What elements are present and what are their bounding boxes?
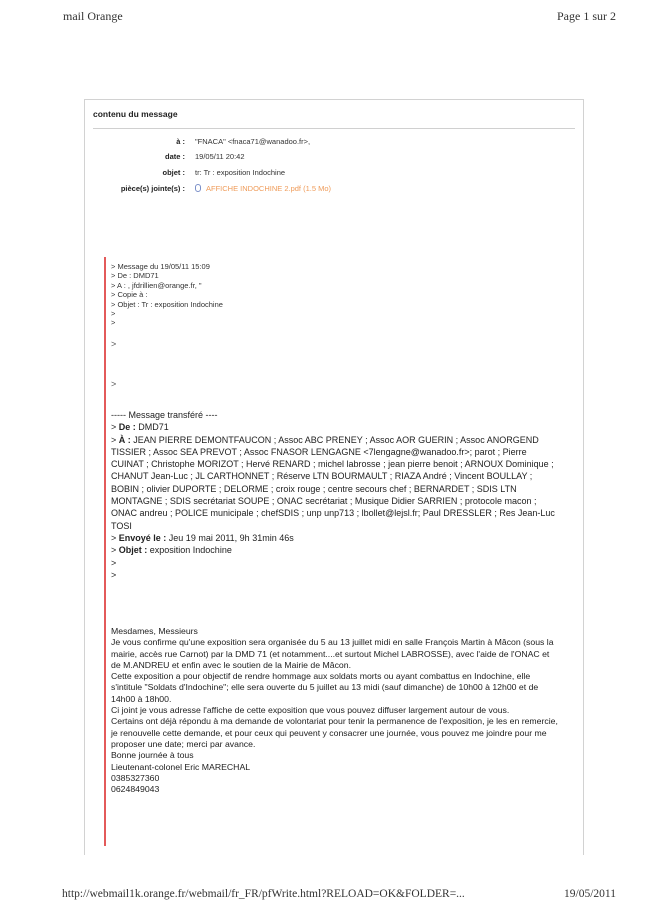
- forwarded-sent: > Envoyé le : Jeu 19 mai 2011, 9h 31min 46s: [111, 532, 294, 543]
- quoted-header-line: > Copie à :: [111, 290, 148, 300]
- to-value: "FNACA" <fnaca71@wanadoo.fr>,: [195, 137, 311, 146]
- forwarded-from: > De : DMD71: [111, 422, 169, 433]
- message-panel: [84, 99, 584, 855]
- quoted-header-line: > A : , jfdrillien@orange.fr, ": [111, 280, 202, 290]
- section-title: contenu du message: [93, 109, 178, 119]
- quoted-header-line: > Message du 19/05/11 15:09: [111, 262, 210, 271]
- body-paragraph: Ci joint je vous adresse l'affiche de cette exposition que vous pouvez diffuser largement autour de vous.: [111, 705, 510, 716]
- to-label: À :: [118, 434, 131, 445]
- forwarded-subject: > Objet : exposition Indochine: [111, 545, 232, 556]
- closing: Bonne journée à tous: [111, 750, 194, 761]
- print-footer-url: http://webmail1k.orange.fr/webmail/fr_FR/pfWrite.html?RELOAD=OK&FOLDER=...: [62, 888, 465, 900]
- subject-value: tr: Tr : exposition Indochine: [195, 168, 286, 177]
- quoted-header-line: > Objet : Tr : exposition Indochine: [111, 299, 223, 309]
- print-footer-date: 19/05/2011: [564, 888, 616, 900]
- attachment-link[interactable]: [195, 184, 331, 193]
- to-label: à :: [176, 137, 185, 146]
- recipient-list: JEAN PIERRE DEMONTFAUCON ; Assoc ABC PRENEY ; Assoc AOR GUERIN ; Assoc ANORGEND TISSIER ; Assoc SEA PREVOT ; Assoc FNASOR LENGAGNE <7lengagne@wanadoo.fr>; parot ; Pierre CUINAT ; Christophe MORIZOT ; Hervé RENARD ; michel labrosse ; jean pierre benoit ; ARNOUX Dominique ; CHANUT Jean-Luc ; JL CARTHONNET ; Réserve LTN BOURMAULT ; RIAZA André ; Vincent BOULLAY ; BOBIN ; olivier DUPORTE ; DELORME ; croix rouge ; centre secours chef ; BERNARDET ; SDIS LTN MONTAGNE ; SDIS secrétariat SOUPE ; ONAC secrétariat ; Musique Didier SARRIEN ; protocole macon ; ONAC andreu ; POLICE municipale ; chefSDIS ; unp unp713 ; lbollet@lejsl.fr; Paul DRESSLER ; Res Jean-Luc TOSI: [111, 434, 555, 531]
- title-divider: [93, 128, 575, 129]
- quoted-header-line: > De : DMD71: [111, 271, 159, 281]
- print-header-page: Page 1 sur 2: [557, 9, 616, 23]
- subject-label: Objet :: [118, 545, 148, 556]
- date-label: date :: [164, 152, 185, 161]
- subject-value: exposition Indochine: [147, 545, 232, 556]
- sent-label: Envoyé le :: [118, 532, 167, 543]
- quoted-header: [111, 262, 223, 328]
- forwarded-marker: ----- Message transféré ----: [111, 410, 218, 420]
- body-paragraph: Certains ont déjà répondu à ma demande de volontariat pour tenir la permanence de l'exposition, je les en remercie, je renouvelle cette demande, et pour ceux qui peuvent y consacrer une journée, vous pouvez me joindre pour me proposer une date; merci par avance.: [111, 716, 558, 749]
- attachment-name[interactable]: AFFICHE INDOCHINE 2.pdf (1.5 Mo): [206, 184, 332, 193]
- phone-number: 0385327360: [111, 772, 160, 783]
- body-paragraph: Je vous confirme qu'une exposition sera organisée du 5 au 13 juillet midi en salle François Martin à Mâcon (sous la mairie, accès rue Carnot) par la DMD 71 (et notamment....et surtout Michel LABROSSE), avec l'aide de l'ONAC et de M.ANDREU et enfin avec le soutien de la Mairie de Mâcon.: [111, 637, 554, 670]
- subject-label: objet :: [162, 168, 185, 177]
- attachments-label: pièce(s) jointe(s) :: [120, 184, 185, 193]
- phone-number: 0624849043: [111, 784, 160, 795]
- signature: Lieutenant-colonel Eric MARECHAL: [111, 761, 251, 772]
- quoted-header-line: >: [111, 318, 116, 328]
- quote-marker: >: [111, 379, 117, 389]
- message-body: [111, 626, 559, 795]
- forwarded-header: [111, 409, 559, 581]
- greeting: Mesdames, Messieurs: [111, 626, 198, 636]
- quote-marker: >: [111, 339, 117, 349]
- paperclip-icon: [195, 184, 201, 192]
- sent-value: Jeu 19 mai 2011, 9h 31min 46s: [166, 532, 294, 543]
- quoted-message: [104, 257, 564, 846]
- quote-marker: >: [111, 569, 117, 580]
- print-header-app: mail Orange: [63, 9, 123, 23]
- body-paragraph: Cette exposition a pour objectif de rendre hommage aux soldats morts ou ayant combattus en Indochine, elle s'intitule "Soldats d'Indochine"; elle sera ouverte du 5 juillet au 13 midi (sauf dimanche) de 10h00 à 12h00 et de 14h00 à 18h00.: [111, 671, 539, 704]
- date-value: 19/05/11 20:42: [195, 152, 245, 161]
- from-label: De :: [118, 422, 136, 433]
- from-value: DMD71: [135, 422, 169, 433]
- quote-marker: >: [111, 557, 117, 568]
- forwarded-to: > À : JEAN PIERRE DEMONTFAUCON ; Assoc ABC PRENEY ; Assoc AOR GUERIN ; Assoc ANORGEND TISSIER ; Assoc SEA PREVOT ; Assoc FNASOR LENGAGNE <7lengagne@wanadoo.fr>; parot ; Pierre CUINAT ; Christophe MORIZOT ; Hervé RENARD ; michel labrosse ; jean pierre benoit ; ARNOUX Dominique ; CHANUT Jean-Luc ; JL CARTHONNET ; Réserve LTN BOURMAULT ; RIAZA André ; Vincent BOULLAY ; BOBIN ; olivier DUPORTE ; DELORME ; croix rouge ; centre secours chef ; BERNARDET ; SDIS LTN MONTAGNE ; SDIS secrétariat SOUPE ; ONAC secrétariat ; Musique Didier SARRIEN ; protocole macon ; ONAC andreu ; POLICE municipale ; chefSDIS ; unp unp713 ; lbollet@lejsl.fr; Paul DRESSLER ; Res Jean-Luc TOSI: [111, 434, 555, 531]
- quoted-header-line: >: [111, 309, 116, 319]
